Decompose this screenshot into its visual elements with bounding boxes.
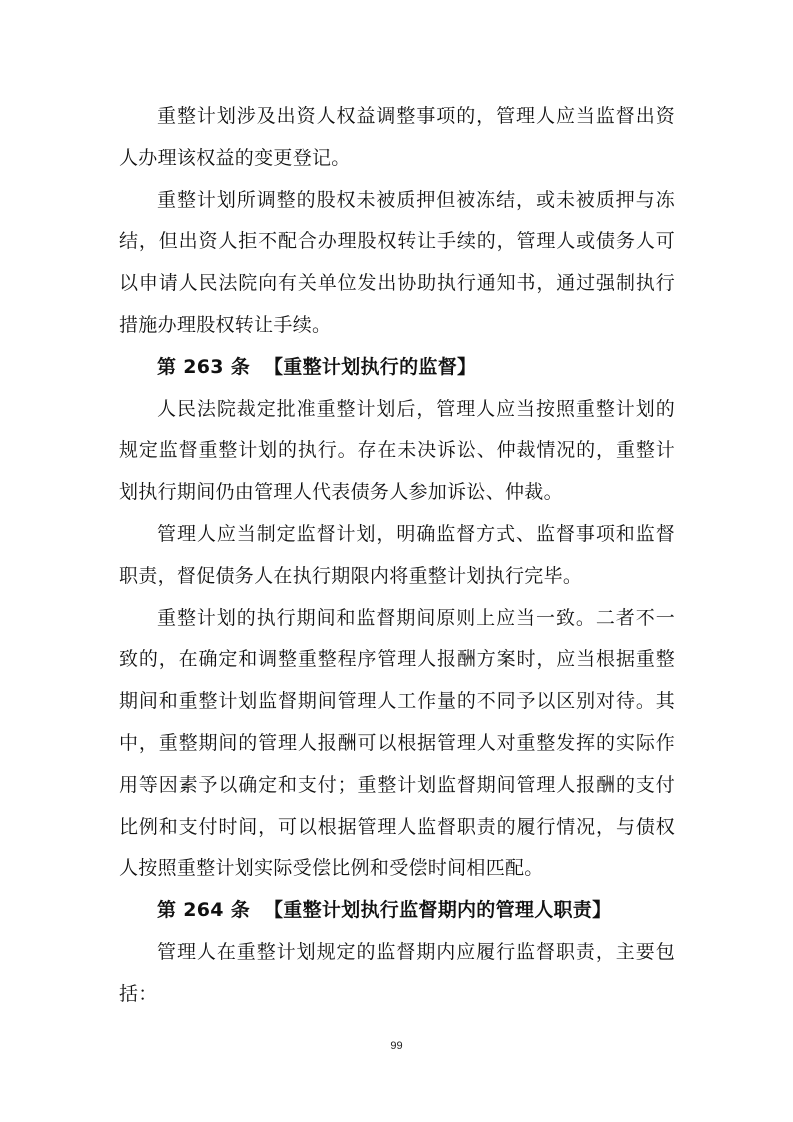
- article-263-paragraph-1: 人民法院裁定批准重整计划后，管理人应当按照重整计划的规定监督重整计划的执行。存在未决诉讼、仲裁情况的，重整计划执行期间仍由管理人代表债务人参加诉讼、仲裁。: [119, 397, 675, 504]
- article-264-number: 第 264 条: [157, 899, 250, 922]
- article-264-paragraph-1: 管理人在重整计划规定的监督期内应履行监督职责，主要包括：: [119, 940, 675, 1005]
- paragraph-equity-registration: 重整计划涉及出资人权益调整事项的，管理人应当监督出资人办理该权益的变更登记。: [119, 105, 675, 169]
- page-number: 99: [390, 1040, 403, 1052]
- article-263-number: 第 263 条: [157, 355, 250, 378]
- article-263-paragraph-2: 管理人应当制定监督计划，明确监督方式、监督事项和监督职责，督促债务人在执行期限内将重整计划执行完毕。: [119, 522, 675, 587]
- article-264-heading: [119, 890, 675, 932]
- article-263-title: 【重整计划执行的监督】: [264, 355, 477, 378]
- article-264-title: 【重整计划执行监督期内的管理人职责】: [264, 899, 612, 922]
- article-263-paragraph-3: 重整计划的执行期间和监督期间原则上应当一致。二者不一致的，在确定和调整重整程序管理人报酬方案时，应当根据重整期间和重整计划监督期间管理人工作量的不同予以区别对待。其中，重整期间的管理人报酬可以根据管理人对重整发挥的实际作用等因素予以确定和支付；重整计划监督期间管理人报酬的支付比例和支付时间，可以根据管理人监督职责的履行情况，与债权人按照重整计划实际受偿比例和受偿时间相匹配。: [119, 606, 675, 880]
- paragraph-equity-transfer: 重整计划所调整的股权未被质押但被冻结，或未被质押与冻结，但出资人拒不配合办理股权转让手续的，管理人或债务人可以申请人民法院向有关单位发出协助执行通知书，通过强制执行措施办理股权转让手续。: [119, 188, 675, 336]
- page-content: [119, 96, 675, 1016]
- article-263-heading: [119, 347, 675, 389]
